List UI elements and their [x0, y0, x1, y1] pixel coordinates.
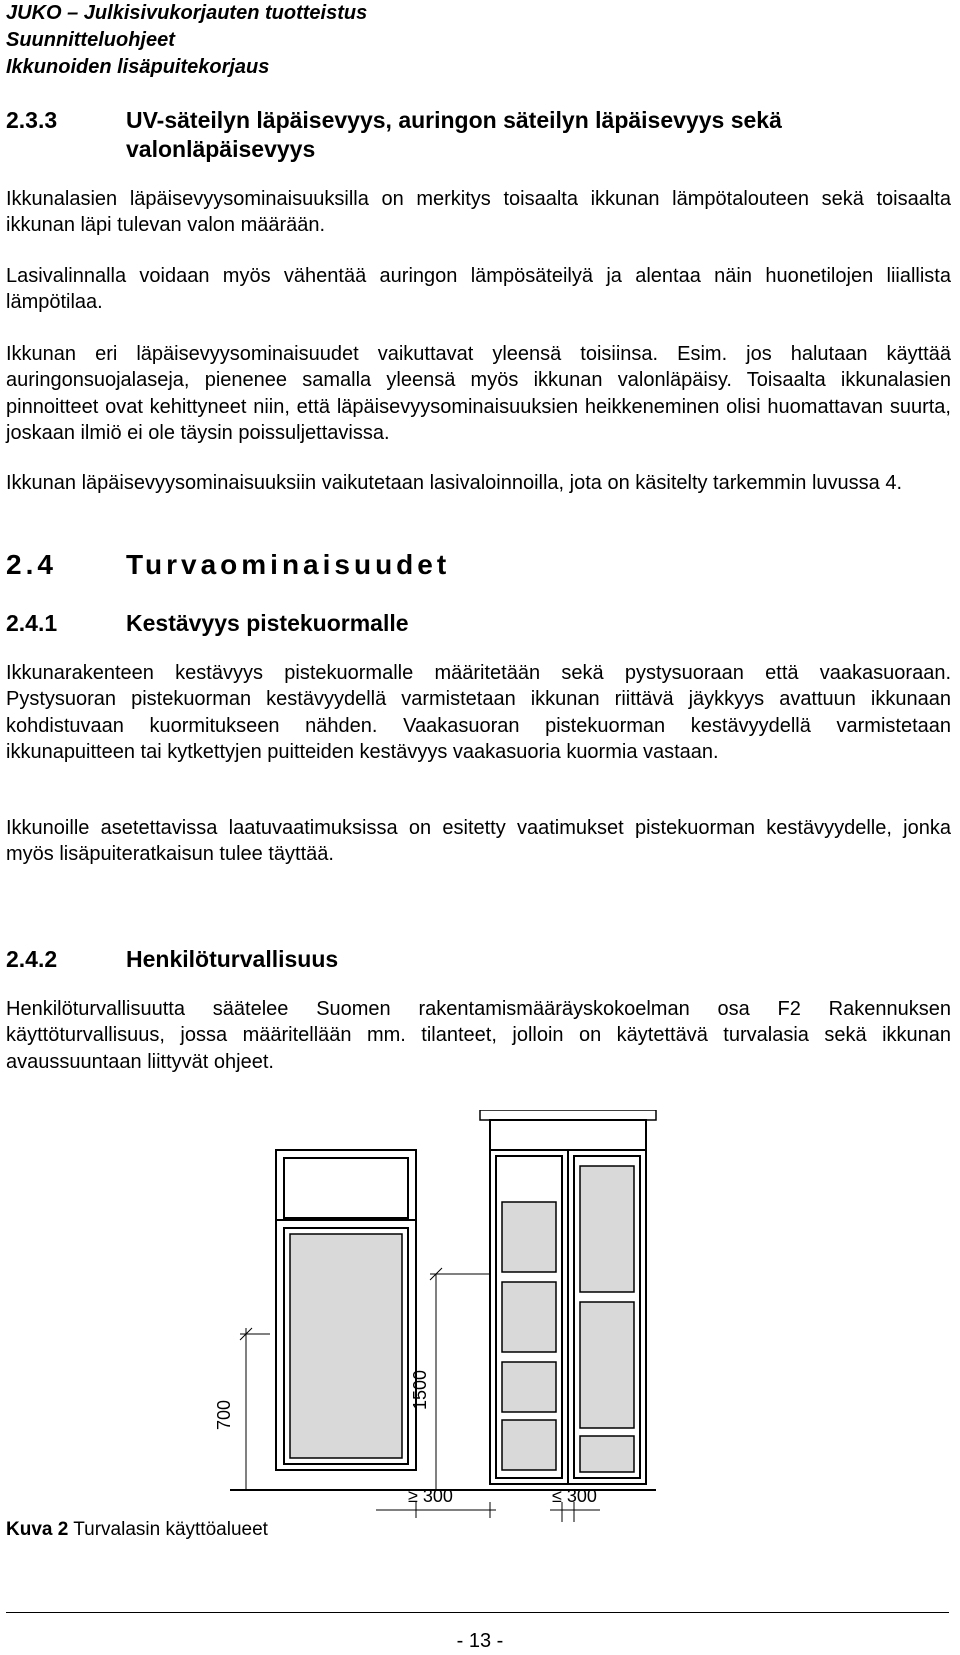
heading-title-line1: UV-säteilyn läpäisevyys, auringon säteilyn läpäisevyys sekä	[126, 107, 782, 133]
paragraph: Ikkunoille asetettavissa laatuvaatimuksissa on esitetty vaatimukset pistekuorman kestävyydelle, jonka myös lisäpuiteratkaisun tulee täyttää.	[6, 817, 951, 866]
heading-number: 2.4.2	[6, 946, 58, 972]
door-left-pane-1	[502, 1202, 556, 1272]
dimension-le300-label: ≤ 300	[552, 1486, 597, 1506]
caption-label: Kuva 2	[6, 1519, 69, 1540]
heading-title: Kestävyys pistekuormalle	[126, 610, 409, 636]
page-number: - 13 -	[456, 1630, 504, 1652]
transom-pane	[480, 1110, 656, 1120]
document-header	[6, 0, 367, 81]
figure-caption	[6, 1518, 268, 1542]
heading-number: 2.4.1	[6, 610, 58, 636]
footer-rule	[6, 1612, 949, 1613]
paragraph: Ikkunarakenteen kestävyys pistekuormalle määritetään sekä pystysuoraan että vaakasuoraan. Pystysuoran pistekuorman kestävyydellä varmistetaan ikkunan riittävä jäykkyys avattuun ikkunaan kohdistuvaan kuormitukseen nähden. Vaakasuoran pistekuorman kestävyydellä varmistetaan ikkunapuitteen tai kytkettyjen puitteiden kestävyys vaakasuoria kuormia vastaan.	[6, 662, 951, 763]
paragraph: Ikkunan eri läpäisevyysominaisuudet vaikuttavat yleensä toisiinsa. Esim. jos halutaan käyttää auringonsuojalaseja, pienenee samalla yleensä myös ikkunan valonläpäisy. Toisaalta ikkunalasien pinnoitteet ovat kehittyneet niin, että läpäisevyysominaisuuksien heikkeneminen olisi huomattavan suurta, joskaan ilmiö ei ole täysin poissuljettavissa.	[6, 343, 951, 444]
paragraph: Ikkunan läpäisevyysominaisuuksiin vaikutetaan lasivaloinnoilla, jota on käsitelty tarkemmin luvussa 4.	[6, 472, 903, 494]
paragraph: Lasivalinnalla voidaan myös vähentää auringon lämpösäteilyä ja alentaa näin huonetilojen liiallista lämpötilaa.	[6, 265, 951, 314]
paragraph: Henkilöturvallisuutta säätelee Suomen rakentamismääräyskokoelman osa F2 Rakennuksen käyttöturvallisuus, jossa määritellään mm. tilanteet, jolloin on käytettävä turvalasia sekä ikkunan avaussuuntaan liittyvät ohjeet.	[6, 998, 951, 1073]
heading-number: 2.3.3	[6, 107, 58, 133]
header-category: Suunnitteluohjeet	[6, 29, 175, 51]
door-left-pane-4	[502, 1420, 556, 1470]
door-right-pane-3	[580, 1436, 634, 1472]
left-window-main-pane	[290, 1234, 402, 1458]
heading-title: Henkilöturvallisuus	[126, 946, 339, 972]
door-right-pane-1	[580, 1166, 634, 1292]
dimension-700-label: 700	[214, 1399, 234, 1430]
paragraph: Ikkunalasien läpäisevyysominaisuuksilla on merkitys toisaalta ikkunan lämpötalouteen sekä toisaalta ikkunan läpi tulevan valon määrään.	[6, 188, 951, 237]
left-window-top-pane	[284, 1158, 408, 1218]
dimension-1500-label: 1500	[410, 1369, 430, 1410]
door-left-pane-2	[502, 1282, 556, 1352]
door-left-pane-3	[502, 1362, 556, 1412]
header-topic: Ikkunoiden lisäpuitekorjaus	[6, 56, 270, 78]
dimension-ge300-label: ≥ 300	[408, 1486, 453, 1506]
caption-text: Turvalasin käyttöalueet	[68, 1519, 268, 1540]
heading-title-line2: valonläpäisevyys	[126, 136, 316, 162]
door-right-pane-2	[580, 1302, 634, 1428]
heading-number: 2.4	[6, 549, 57, 580]
safety-glass-figure	[200, 1110, 660, 1530]
heading-title: Turvaominaisuudet	[126, 549, 451, 580]
header-project: JUKO – Julkisivukorjauten tuotteistus	[6, 2, 368, 24]
window-drawing	[200, 1110, 660, 1530]
